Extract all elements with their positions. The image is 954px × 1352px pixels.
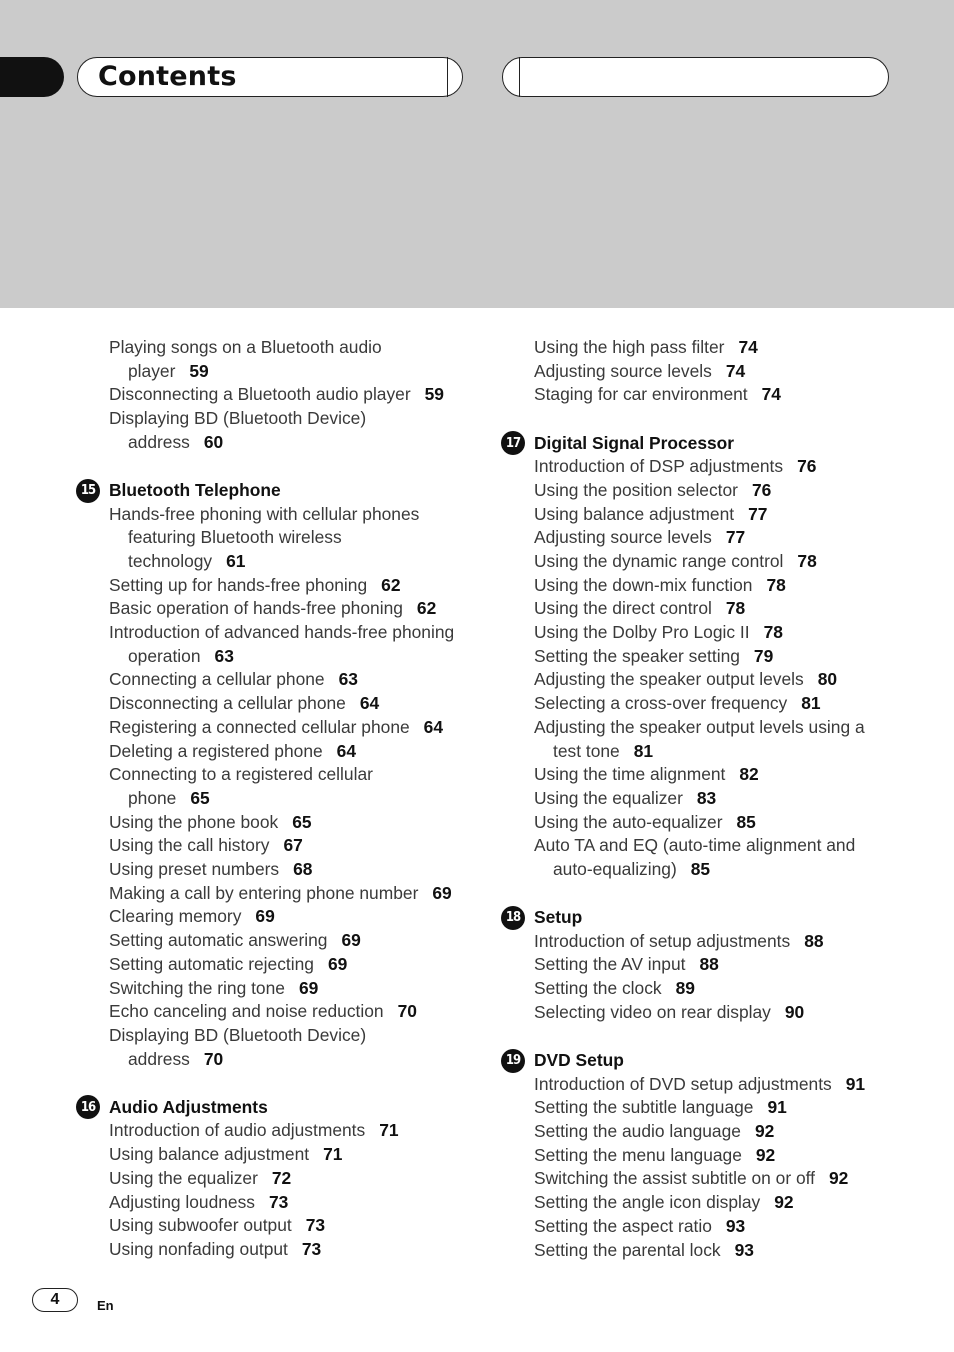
toc-entry[interactable] [501, 716, 921, 763]
toc-entry-line [534, 645, 921, 669]
toc-entry-text: Adjusting source levels [534, 527, 712, 548]
toc-entry[interactable] [76, 740, 476, 764]
toc-page-number: 71 [323, 1144, 343, 1165]
toc-entry-line [534, 1215, 921, 1239]
toc-entry[interactable] [501, 550, 921, 574]
toc-page-number: 64 [359, 693, 380, 714]
toc-entry-text: Playing songs on a Bluetooth audio [109, 337, 382, 357]
toc-page-number: 78 [763, 622, 783, 643]
toc-page-number: 72 [271, 1167, 292, 1188]
toc-page-number: 80 [817, 669, 838, 690]
toc-page-number: 74 [761, 384, 781, 405]
toc-entry[interactable] [501, 953, 921, 977]
toc-entry[interactable] [501, 1215, 921, 1239]
toc-entry[interactable] [76, 621, 476, 668]
toc-entry-line [534, 1191, 921, 1215]
toc-entry-line [109, 574, 476, 598]
toc-entry-text: Auto TA and EQ (auto-time alignment and [534, 835, 856, 856]
toc-entry-text: Adjusting loudness [109, 1191, 255, 1212]
toc-entry-text: Introduction of DVD setup adjustments [534, 1073, 832, 1094]
toc-entry-text: Adjusting source levels [534, 360, 712, 381]
toc-entry-text: Setting the aspect ratio [534, 1215, 712, 1236]
toc-entry[interactable] [501, 977, 921, 1001]
toc-entry[interactable] [76, 763, 476, 810]
toc-entry-text: Using the call history [109, 835, 270, 856]
title-frame [77, 57, 463, 97]
page-title: Contents [98, 61, 237, 92]
toc-entry-line [534, 834, 921, 858]
toc-page-number: 63 [338, 669, 358, 690]
toc-entry-text: Deleting a registered phone [109, 740, 323, 761]
toc-entry-text: Adjusting the speaker output levels [534, 669, 804, 690]
chapter-number-badge: 17 [501, 431, 525, 455]
toc-entry[interactable] [501, 1144, 921, 1168]
toc-entry[interactable] [76, 383, 476, 407]
blank-frame-divider [519, 57, 520, 97]
toc-entry[interactable] [76, 336, 476, 383]
toc-page-number: 68 [293, 859, 313, 880]
toc-entry-text: Disconnecting a cellular phone [109, 693, 346, 714]
toc-entry[interactable] [501, 621, 921, 645]
header-band [0, 0, 954, 308]
toc-page-number: 85 [690, 859, 711, 880]
toc-entry-text: technology [128, 550, 213, 571]
toc-entry-line [534, 1239, 921, 1263]
toc-entry-text: Setting automatic rejecting [109, 953, 314, 974]
toc-entry-line [109, 645, 476, 669]
toc-entry-text: Using the equalizer [534, 787, 683, 808]
toc-page-number: 64 [423, 716, 444, 737]
toc-page-number: 69 [432, 882, 452, 903]
toc-entry-line [109, 692, 476, 716]
toc-entry-line [109, 621, 476, 645]
toc-entry-text: Using the phone book [109, 811, 279, 832]
toc-entry-line [534, 811, 921, 835]
toc-page-number: 76 [797, 456, 817, 477]
toc-entry-text: Using the down-mix function [534, 574, 753, 595]
toc-entry-line [109, 668, 476, 692]
toc-entry[interactable] [501, 787, 921, 811]
toc-entry-line [109, 1238, 476, 1262]
page-number: 4 [50, 1291, 60, 1308]
toc-entry[interactable] [501, 336, 921, 360]
toc-entry-line [534, 1120, 921, 1144]
toc-entry[interactable] [501, 479, 921, 503]
toc-entry-line [109, 1214, 476, 1238]
toc-entry[interactable] [76, 1000, 476, 1024]
toc-page-number: 81 [633, 740, 654, 761]
toc-entry[interactable] [76, 1024, 476, 1071]
toc-entry-text: Disconnecting a Bluetooth audio player [109, 384, 411, 405]
toc-entry[interactable] [76, 1143, 476, 1167]
toc-entry-line [109, 858, 476, 882]
toc-entry-text: Using the position selector [534, 479, 738, 500]
toc-entry[interactable] [76, 597, 476, 621]
toc-entry-line [534, 716, 921, 740]
toc-entry[interactable] [501, 1001, 921, 1025]
toc-page-number: 63 [214, 645, 234, 666]
toc-entry[interactable] [76, 716, 476, 740]
toc-page-number: 60 [203, 431, 224, 452]
toc-entry-line [109, 336, 476, 360]
toc-entry-text: Adjusting the speaker output levels using a [534, 716, 865, 737]
toc-page-number: 70 [203, 1048, 224, 1069]
toc-entry-line [534, 787, 921, 811]
page-number-badge [32, 1288, 78, 1312]
toc-entry-line [534, 1096, 921, 1120]
toc-entry-text: featuring Bluetooth wireless [128, 527, 342, 548]
section-tab-marker [0, 57, 64, 97]
toc-entry[interactable] [76, 905, 476, 929]
toc-entry[interactable] [76, 692, 476, 716]
toc-entry[interactable] [501, 597, 921, 621]
toc-entry-text: Setting the AV input [534, 954, 686, 975]
toc-page-number: 73 [305, 1215, 326, 1236]
toc-entry[interactable] [76, 953, 476, 977]
toc-page-number: 93 [734, 1239, 754, 1260]
toc-page-number: 71 [379, 1120, 399, 1141]
toc-entry-text: Using nonfading output [109, 1238, 288, 1259]
chapter-number-badge: 18 [501, 906, 525, 930]
toc-entry-line [109, 977, 476, 1001]
toc-page-number: 59 [189, 360, 209, 381]
chapter-section [76, 479, 476, 1072]
toc-entry-text: Basic operation of hands-free phoning [109, 598, 403, 619]
toc-page-number: 81 [801, 693, 821, 714]
toc-entry-text: Setting the angle icon display [534, 1192, 761, 1213]
toc-entry[interactable] [76, 929, 476, 953]
toc-entry-line [534, 1167, 921, 1191]
toc-right-column [501, 336, 921, 1262]
toc-entry-text: Setting the parental lock [534, 1239, 721, 1260]
toc-page-number: 83 [696, 787, 717, 808]
toc-entry[interactable] [501, 574, 921, 598]
toc-entry[interactable] [501, 811, 921, 835]
toc-entry-line [534, 1001, 921, 1025]
toc-page-number: 78 [725, 598, 746, 619]
toc-entry-text: Setting the speaker setting [534, 645, 740, 666]
toc-entry-line [109, 1048, 476, 1072]
chapter-number-badge: 16 [76, 1095, 100, 1119]
toc-entry-text: Using subwoofer output [109, 1215, 292, 1236]
toc-entry[interactable] [76, 668, 476, 692]
toc-entry-line [534, 858, 921, 882]
toc-page-number: 77 [725, 527, 746, 548]
toc-entry-line [109, 1024, 476, 1048]
toc-entry-line [109, 763, 476, 787]
toc-page-number: 74 [725, 360, 746, 381]
toc-entry-text: Using the high pass filter [534, 337, 725, 357]
toc-entry-line [109, 811, 476, 835]
toc-page-number: 78 [766, 574, 786, 595]
toc-entry[interactable] [501, 1073, 921, 1097]
toc-entry-text: Echo canceling and noise reduction [109, 1001, 384, 1022]
chapter-heading[interactable] [501, 906, 921, 930]
toc-entry[interactable] [501, 1191, 921, 1215]
toc-entry[interactable] [501, 1120, 921, 1144]
toc-entry-line [534, 977, 921, 1001]
toc-entry[interactable] [501, 360, 921, 384]
toc-entry-line [534, 668, 921, 692]
chapter-number-badge: 15 [76, 479, 100, 503]
toc-entry-line [109, 905, 476, 929]
chapter-title: Digital Signal Processor [534, 432, 735, 453]
toc-entry[interactable] [76, 503, 476, 574]
toc-entry-line [109, 526, 476, 550]
toc-page-number: 67 [283, 835, 303, 856]
toc-entry-line [534, 526, 921, 550]
toc-page-number: 70 [397, 1001, 417, 1022]
toc-entry-line [109, 550, 476, 574]
toc-entry-text: Selecting a cross-over frequency [534, 693, 788, 714]
toc-entry-text: Selecting video on rear display [534, 1001, 771, 1022]
toc-entry[interactable] [501, 692, 921, 716]
toc-entry-text: Using the dynamic range control [534, 550, 784, 571]
toc-entry-text: Using balance adjustment [109, 1144, 310, 1165]
toc-entry-text: Setting the clock [534, 978, 662, 999]
chapter-section [501, 431, 921, 882]
toc-entry-line [109, 716, 476, 740]
toc-page-number: 69 [327, 953, 348, 974]
toc-page-number: 85 [736, 811, 756, 832]
title-frame-divider [447, 57, 448, 97]
toc-entry[interactable] [76, 1167, 476, 1191]
toc-left-column [76, 336, 476, 1262]
toc-entry-text: operation [128, 645, 201, 666]
chapter-title: Bluetooth Telephone [109, 480, 281, 501]
toc-page-number: 93 [725, 1215, 746, 1236]
toc-entry[interactable] [76, 1119, 476, 1143]
toc-entry[interactable] [501, 1167, 921, 1191]
toc-entry-line [534, 1144, 921, 1168]
toc-entry-line [534, 692, 921, 716]
chapter-heading[interactable] [76, 479, 476, 503]
toc-entry-line [109, 1191, 476, 1215]
toc-entry-text: address [128, 1048, 190, 1069]
toc-page-number: 79 [753, 645, 774, 666]
toc-page-number: 91 [767, 1097, 787, 1118]
toc-entry-text: player [128, 360, 176, 381]
toc-entry-text: Using balance adjustment [534, 503, 735, 524]
chapter-number-badge: 19 [501, 1049, 525, 1073]
toc-entry-line [109, 1000, 476, 1024]
toc-entry[interactable] [501, 668, 921, 692]
toc-entry-line [109, 1167, 476, 1191]
toc-page-number: 92 [774, 1192, 794, 1213]
chapter-section [76, 1095, 476, 1261]
toc-entry[interactable] [76, 858, 476, 882]
toc-page-number: 88 [804, 930, 824, 951]
toc-entry-line [534, 953, 921, 977]
blank-title-frame [502, 57, 889, 97]
toc-entry[interactable] [501, 526, 921, 550]
toc-entry-text: Displaying BD (Bluetooth Device) [109, 1024, 367, 1045]
toc-entry-text: Connecting a cellular phone [109, 669, 325, 690]
toc-page-number: 69 [255, 906, 275, 927]
toc-page-number: 62 [416, 598, 437, 619]
toc-entry-text: Connecting to a registered cellular [109, 764, 373, 785]
toc-page-number: 65 [190, 787, 210, 808]
toc-entry[interactable] [76, 834, 476, 858]
toc-entry-text: address [128, 431, 190, 452]
toc-page-number: 91 [845, 1073, 866, 1094]
toc-entry-line [534, 574, 921, 598]
toc-entry[interactable] [501, 930, 921, 954]
toc-entry-text: Registering a connected cellular phone [109, 716, 410, 737]
toc-page-number: 73 [301, 1238, 322, 1259]
chapter-heading[interactable] [501, 1049, 921, 1073]
toc-entry-line [534, 503, 921, 527]
toc-entry-line [109, 953, 476, 977]
toc-entry-text: Setting the subtitle language [534, 1097, 754, 1118]
toc-entry[interactable] [76, 811, 476, 835]
chapter-section [501, 906, 921, 1025]
toc-entry-line [109, 929, 476, 953]
toc-entry-line [109, 1119, 476, 1143]
toc-entry-line [534, 1073, 921, 1097]
chapter-title: Setup [534, 907, 583, 928]
toc-entry-text: Staging for car environment [534, 384, 748, 405]
chapter-heading[interactable] [501, 431, 921, 455]
toc-entry-text: Clearing memory [109, 906, 242, 927]
toc-entry[interactable] [501, 503, 921, 527]
toc-entry-line [534, 740, 921, 764]
toc-entry[interactable] [501, 763, 921, 787]
toc-entry[interactable] [501, 1239, 921, 1263]
toc-entry[interactable] [501, 1096, 921, 1120]
toc-entry-text: Switching the ring tone [109, 977, 285, 998]
toc-page-number: 78 [797, 550, 817, 571]
toc-entry-text: test tone [553, 740, 620, 761]
toc-entry-text: Using preset numbers [109, 859, 280, 880]
chapter-section [501, 1049, 921, 1263]
toc-entry-text: Setting automatic answering [109, 930, 328, 951]
toc-entry-text: Making a call by entering phone number [109, 882, 419, 903]
toc-entry-text: Using the auto-equalizer [534, 811, 723, 832]
toc-entry-line [534, 597, 921, 621]
chapter-title: DVD Setup [534, 1050, 624, 1071]
toc-entry-line [534, 383, 921, 407]
toc-page-number: 88 [699, 954, 719, 975]
toc-entry-line [534, 455, 921, 479]
toc-page-number: 69 [298, 977, 319, 998]
toc-entry-text: Introduction of DSP adjustments [534, 456, 784, 477]
toc-page-number: 59 [424, 384, 444, 405]
toc-entry[interactable] [501, 645, 921, 669]
toc-entry-line [109, 383, 476, 407]
toc-entry-text: phone [128, 787, 177, 808]
toc-entry[interactable] [76, 1238, 476, 1262]
toc-entry-text: Setting the menu language [534, 1144, 742, 1165]
toc-entry-text: Hands-free phoning with cellular phones [109, 503, 420, 524]
toc-entry-line [109, 503, 476, 527]
toc-page-number: 64 [336, 740, 357, 761]
toc-page-number: 89 [675, 978, 695, 999]
toc-entry-text: Setting the audio language [534, 1120, 741, 1141]
toc-entry-text: Introduction of setup adjustments [534, 930, 791, 951]
toc-page-number: 92 [828, 1168, 849, 1189]
toc-entry-line [109, 882, 476, 906]
toc-page-number: 74 [738, 337, 758, 357]
toc-entry-line [534, 763, 921, 787]
toc-entry-text: Displaying BD (Bluetooth Device) [109, 408, 367, 429]
toc-entry[interactable] [501, 834, 921, 881]
toc-entry-line [109, 834, 476, 858]
toc-entry-text: Using the Dolby Pro Logic II [534, 622, 750, 643]
toc-entry[interactable] [76, 1214, 476, 1238]
chapter-title: Audio Adjustments [109, 1096, 268, 1117]
toc-entry-line [534, 479, 921, 503]
toc-page-number: 61 [226, 550, 246, 571]
toc-entry[interactable] [76, 574, 476, 598]
toc-entry-line [109, 1143, 476, 1167]
toc-entry-line [109, 431, 476, 455]
toc-entry-line [109, 787, 476, 811]
toc-entry-line [534, 360, 921, 384]
toc-entry[interactable] [76, 882, 476, 906]
toc-entry-text: Switching the assist subtitle on or off [534, 1168, 815, 1189]
toc-entry[interactable] [76, 1191, 476, 1215]
toc-entry[interactable] [501, 383, 921, 407]
chapter-heading[interactable] [76, 1095, 476, 1119]
toc-entry[interactable] [76, 407, 476, 454]
toc-entry[interactable] [501, 455, 921, 479]
toc-entry-line [109, 407, 476, 431]
toc-entry-line [534, 930, 921, 954]
toc-entry-text: Using the equalizer [109, 1167, 258, 1188]
toc-page-number: 82 [739, 764, 759, 785]
toc-page-number: 76 [751, 479, 772, 500]
toc-entry[interactable] [76, 977, 476, 1001]
toc-entry-line [109, 740, 476, 764]
toc-entry-line [534, 550, 921, 574]
language-label: En [97, 1298, 114, 1313]
toc-page-number: 62 [381, 574, 401, 595]
toc-entry-text: Using the time alignment [534, 764, 726, 785]
toc-entry-text: Introduction of audio adjustments [109, 1120, 366, 1141]
toc-page-number: 65 [292, 811, 312, 832]
toc-page-number: 77 [748, 503, 768, 524]
toc-page-number: 92 [755, 1144, 776, 1165]
toc-page-number: 69 [341, 930, 361, 951]
toc-entry-text: auto-equalizing) [553, 859, 677, 880]
toc-page-number: 90 [784, 1001, 805, 1022]
toc-entry-line [534, 336, 921, 360]
toc-entry-line [109, 360, 476, 384]
toc-page-number: 92 [754, 1120, 775, 1141]
toc-entry-line [109, 597, 476, 621]
toc-entry-text: Introduction of advanced hands-free phoning [109, 622, 455, 643]
toc-entry-text: Using the direct control [534, 598, 712, 619]
toc-entry-text: Setting up for hands-free phoning [109, 574, 368, 595]
toc-entry-line [534, 621, 921, 645]
toc-page-number: 73 [269, 1191, 289, 1212]
